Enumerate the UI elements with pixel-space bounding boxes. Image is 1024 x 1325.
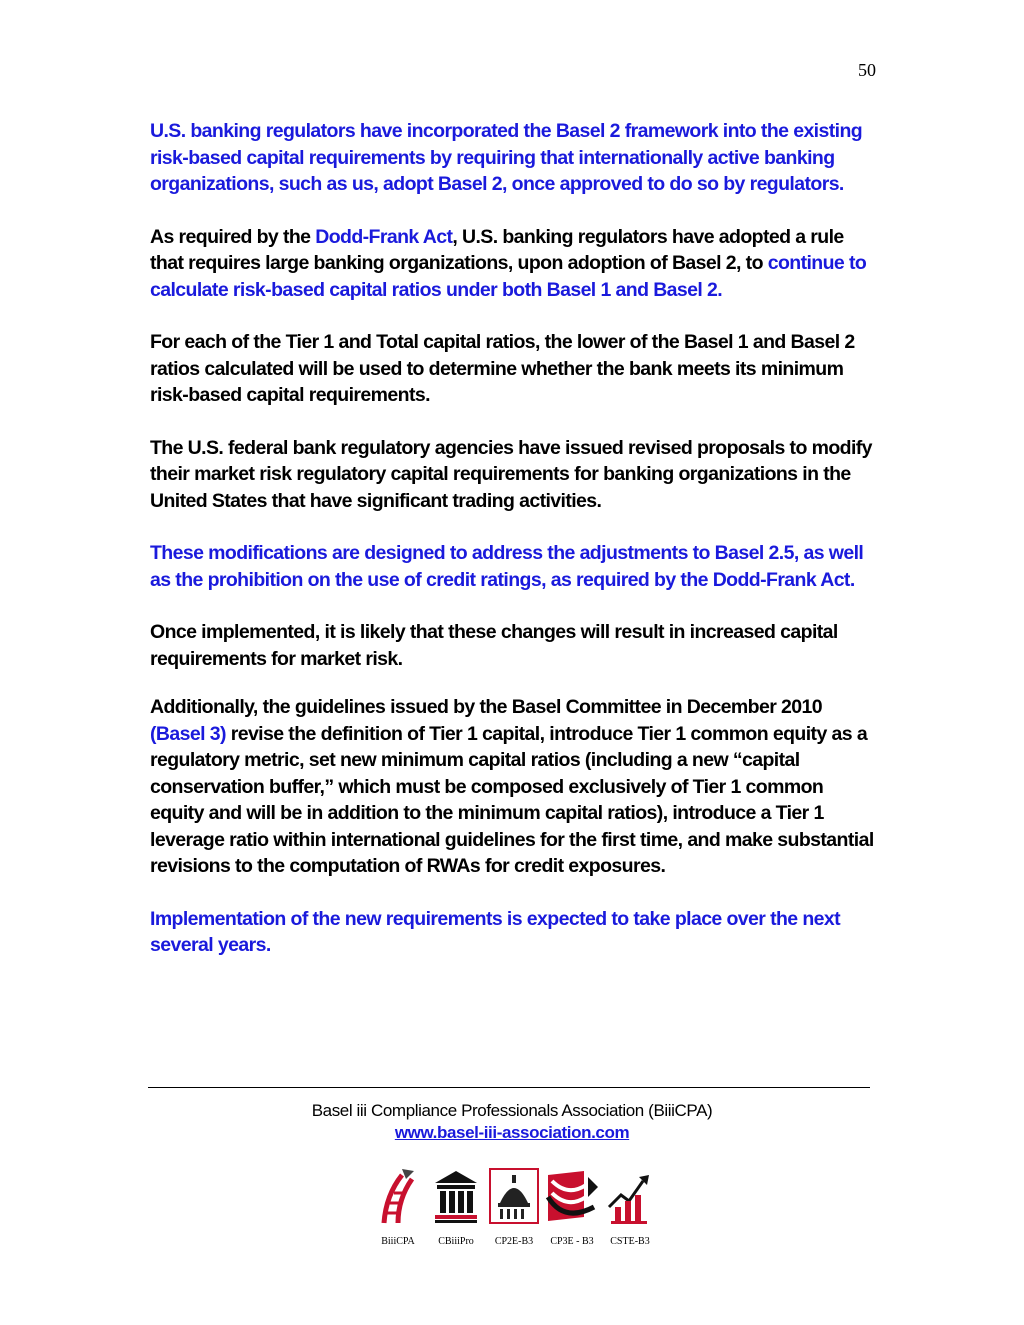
capitol-dome-icon bbox=[488, 1167, 540, 1225]
paragraph-8 bbox=[150, 906, 880, 959]
text-segment: , U.S. banking regulators have adopted a rule that requires large banking organizations, upon adoption of Basel 2, to bbox=[150, 225, 844, 274]
logo-cp3e-b3 bbox=[542, 1167, 602, 1247]
text-segment: Once implemented, it is likely that these changes will result in increased capital requirements for market risk. bbox=[150, 621, 838, 670]
certification-logos bbox=[368, 1167, 658, 1247]
footer bbox=[0, 1101, 1024, 1143]
document-body bbox=[150, 118, 880, 985]
wave-arrow-icon bbox=[544, 1167, 600, 1225]
logo-caption: CP2E-B3 bbox=[494, 1236, 534, 1247]
paragraph-1 bbox=[150, 118, 880, 198]
text-segment: The U.S. federal bank regulatory agencies have issued revised proposals to modify their market risk regulatory capital requirements for banking organizations in the United States that have significant trading activities. bbox=[150, 436, 872, 512]
paragraph-4 bbox=[150, 435, 880, 515]
paragraph-3 bbox=[150, 329, 880, 409]
paragraph-7 bbox=[150, 694, 880, 880]
text-segment: continue to calculate risk-based capital ratios under both Basel 1 and Basel 2. bbox=[150, 252, 867, 301]
basel-3-reference: (Basel 3) bbox=[150, 722, 226, 745]
text-segment: As required by the bbox=[150, 225, 316, 248]
paragraph-2 bbox=[150, 224, 880, 304]
text-segment: These modifications are designed to address the adjustments to Basel 2.5, as well as the prohibition on the use of credit ratings, as required by the Dodd-Frank Act. bbox=[150, 542, 864, 591]
logo-caption: CBiiiPro bbox=[438, 1236, 474, 1247]
paragraph-6 bbox=[150, 619, 880, 672]
dodd-frank-reference: Dodd-Frank Act bbox=[315, 225, 453, 248]
logo-caption: CSTE-B3 bbox=[610, 1236, 650, 1247]
logo-caption: CP3E - B3 bbox=[550, 1236, 594, 1247]
text-segment: U.S. banking regulators have incorporated the Basel 2 framework into the existing risk-based capital requirements by requiring that internationally active banking organizations, such as us, adopt Basel 2, once approved to do so by regulators. bbox=[150, 120, 863, 195]
logo-cste-b3 bbox=[600, 1167, 660, 1247]
ladder-icon bbox=[376, 1167, 420, 1225]
rising-chart-icon bbox=[605, 1167, 655, 1225]
logo-caption: BiiiCPA bbox=[381, 1236, 415, 1247]
logo-cbiiipro bbox=[426, 1167, 486, 1247]
logo-biiicpa bbox=[368, 1167, 428, 1247]
logo-cp2e-b3 bbox=[484, 1167, 544, 1247]
text-segment: Additionally, the guidelines issued by the Basel Committee in December 2010 bbox=[150, 696, 823, 718]
website-link[interactable]: www.basel-iii-association.com bbox=[394, 1123, 630, 1142]
text-segment: Implementation of the new requirements is expected to take place over the next several years. bbox=[150, 907, 841, 956]
columns-building-icon bbox=[431, 1167, 481, 1225]
paragraph-5 bbox=[150, 540, 880, 593]
organization-name: Basel iii Compliance Professionals Association (BiiiCPA) bbox=[311, 1101, 713, 1120]
page-number: 50 bbox=[858, 60, 876, 80]
text-segment: revise the definition of Tier 1 capital, introduce Tier 1 common equity as a regulatory metric, set new minimum capital ratios (including a new “capital conservation buffer,” which must be composed exclusively of Tier 1 common equity and will be in addition to the minimum capital ratios), introduce a Tier 1 leverage ratio within international guidelines for the first time, and make substantial revisions to the computation of RWAs for credit exposures. bbox=[150, 722, 874, 877]
text-segment: For each of the Tier 1 and Total capital ratios, the lower of the Basel 1 and Basel 2 ratios calculated will be used to determine whether the bank meets its minimum risk-based capital requirements. bbox=[150, 331, 855, 406]
footer-divider bbox=[148, 1087, 870, 1088]
